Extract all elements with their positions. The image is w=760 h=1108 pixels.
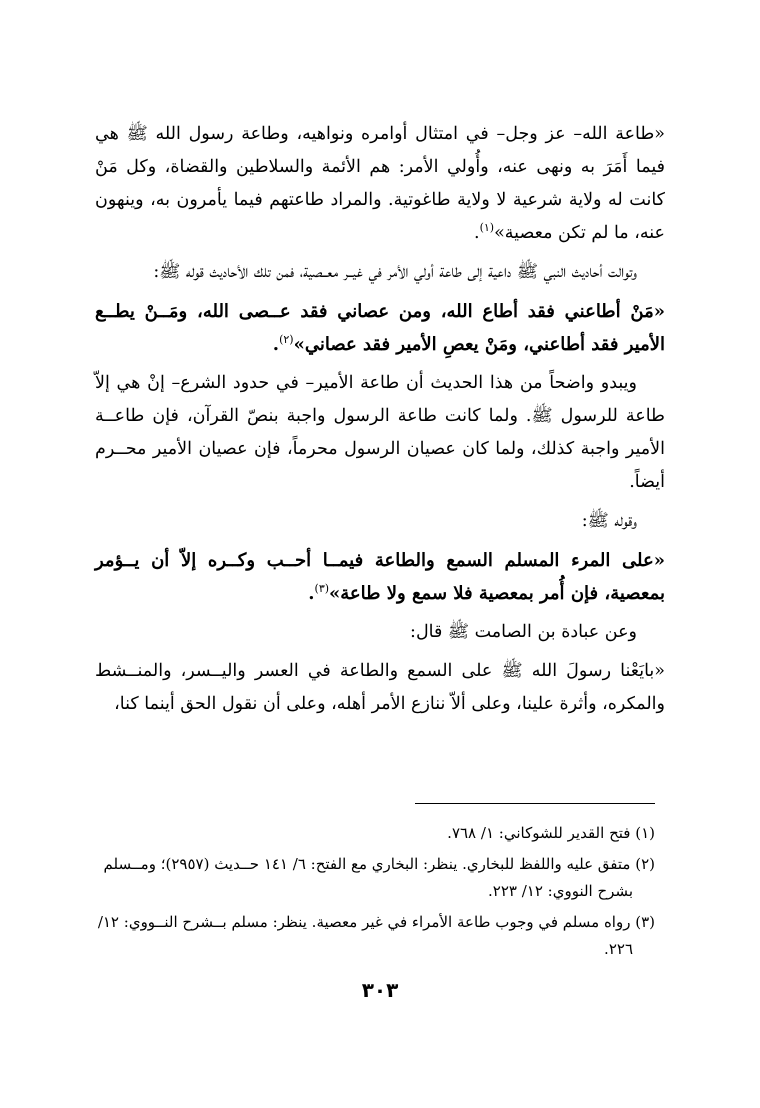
quote-end-1: .	[473, 223, 480, 243]
paragraph-and-his-saying: وقوله ﷺ:	[581, 511, 637, 531]
hadith-quote-1	[95, 295, 665, 361]
footnote-3	[95, 909, 655, 963]
footnote-2-continuation: بشرح النووي: ١٢/ ٢٢٣.	[487, 882, 633, 900]
page-body	[95, 118, 665, 727]
paragraph-hadith-intro: وتوالت أحاديث النبي ﷺ داعية إلى طاعة أولي الأمر في غيــر معــصية، فمن تلك الأحاديث قوله ﷺ:	[153, 262, 637, 282]
hadith-text-1: «مَنْ أطاعني فقد أطاع الله، ومن عصاني فقد عــصى الله، ومَــنْ يطــع الأمير فقد أطاعني، ومَنْ يعصِ الأمير فقد عصاني»	[95, 301, 665, 355]
hadith-quote-3: «بايَعْنا رسولَ الله ﷺ على السمع والطاعة في العسر واليــسر، والمنــشط والمكره، وأثرة علينا، وعلى ألاّ ننازع الأمر أهله، وعلى أن نقول الحق أينما كنا،	[95, 661, 665, 714]
page-number: ٣٠٣	[361, 978, 399, 1002]
footnote-ref-2[interactable]: (٢)	[279, 333, 294, 346]
footnote-3-continuation: ٢٢٦.	[604, 940, 633, 958]
hadith-end-2: .	[308, 583, 315, 604]
quote-text-1: «طاعة الله– عز وجل– في امتثال أوامره ونواهيه، وطاعة رسول الله ﷺ هي فيما أَمَرَ به ونهى عنه، وأُولي الأمر: هم الأئمة والسلاطين والقضاة، وكل مَنْ كانت له ولاية شرعية لا ولاية طاغوتية. والمراد طاعتهم فيما يأمرون به، وينهون عنه، ما لم تكن معصية»	[95, 124, 665, 243]
footnote-1: (١) فتح القدير للشوكاني: ١/ ٧٦٨.	[447, 824, 655, 842]
paragraph-explanation: ويبدو واضحاً من هذا الحديث أن طاعة الأمير– في حدود الشرع– إنْ هي إلاّ طاعة للرسول ﷺ. ولما كانت طاعة الرسول واجبة بنصّ القرآن، فإن طاعــة الأمير واجبة كذلك، ولما كان عصيان الرسول محرماً، فإن عصيان الأمير محــرم أيضاً.	[95, 373, 665, 492]
footnotes-section	[95, 820, 655, 967]
footnote-2-text: (٢) متفق عليه واللفظ للبخاري. ينظر: البخاري مع الفتح: ٦/ ١٤١ حــديث (٢٩٥٧)؛ ومــسلم	[103, 855, 655, 873]
footnote-3-text: (٣) رواه مسلم في وجوب طاعة الأمراء في غير معصية. ينظر: مسلم بــشرح النــووي: ١٢/	[97, 913, 655, 931]
hadith-text-2: «على المرء المسلم السمع والطاعة فيمــا أحــب وكــره إلاّ أن يــؤمر بمعصية، فإن أُمر بمعصية فلا سمع ولا طاعة»	[95, 550, 665, 604]
footnote-separator	[415, 803, 655, 804]
footnote-2	[95, 851, 655, 905]
hadith-quote-2	[95, 544, 665, 610]
footnote-ref-1[interactable]: (١)	[479, 221, 495, 235]
quote-paragraph-1	[95, 118, 665, 250]
paragraph-narrator: وعن عبادة بن الصامت ﷺ قال:	[410, 622, 637, 642]
footnote-ref-3[interactable]: (٣)	[314, 582, 330, 595]
hadith-end-1: .	[272, 334, 280, 355]
